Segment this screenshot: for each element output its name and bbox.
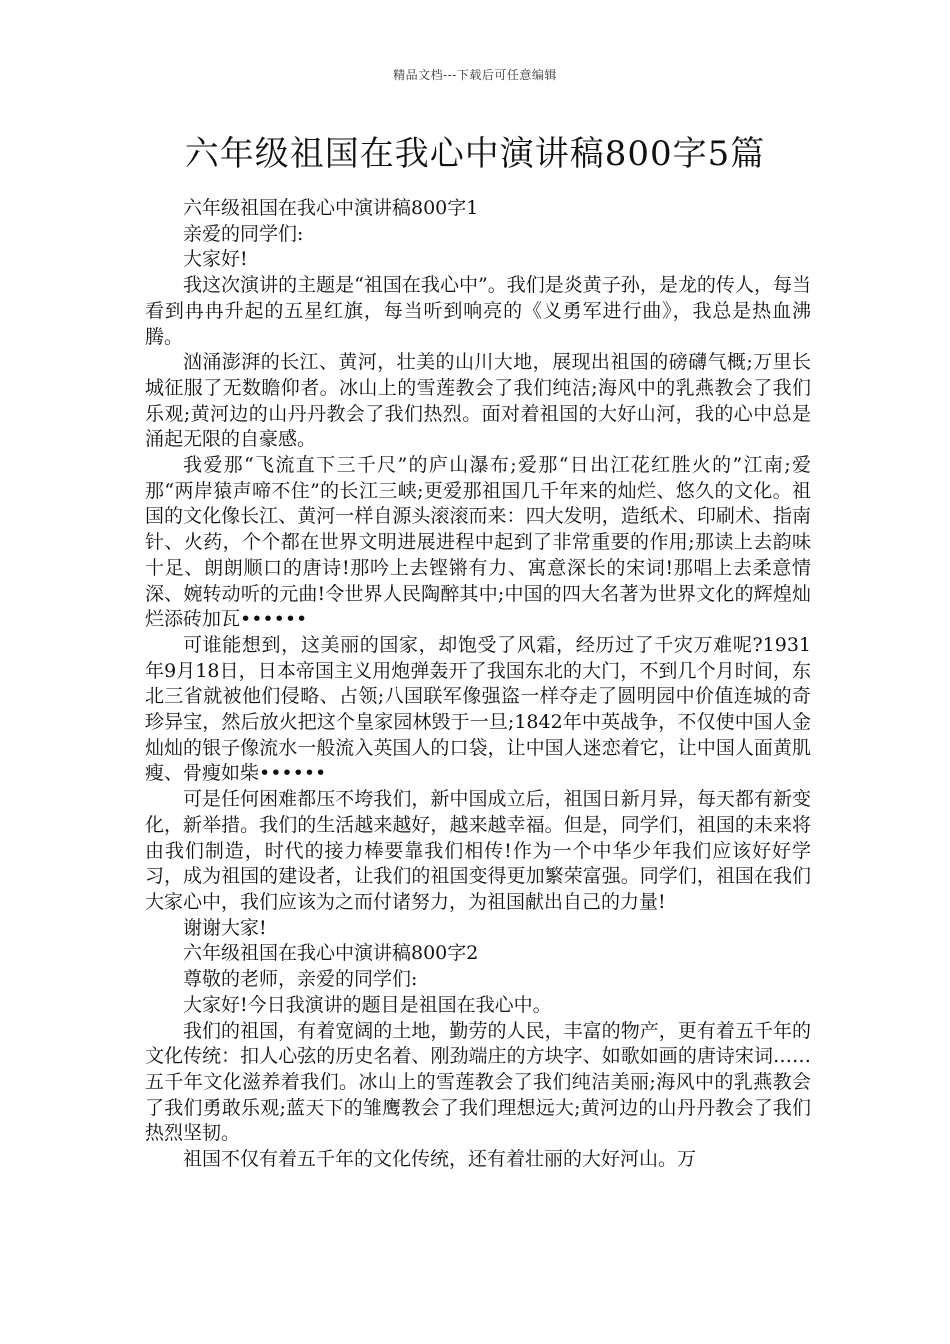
paragraph: 可谁能想到，这美丽的国家，却饱受了风霜，经历过了千灾万难呢?1931年9月18日，日本帝国主义用炮弹轰开了我国东北的大门，不到几个月时间，东北三省就被他们侵略、占领;八国联军像强盗一样夺走了圆明园中价值连城的奇珍异宝，然后放火把这个皇家园林毁于一旦;1842年中英战争，不仅使中国人金灿灿的银子像流水一般流入英国人的口袋，让中国人迷恋着它，让中国人面黄肌瘦、骨瘦如柴•••••• [145,633,811,785]
greeting: 大家好!今日我演讲的题目是祖国在我心中。 [183,993,552,1016]
paragraph: 我们的祖国，有着宽阔的土地，勤劳的人民，丰富的物产，更有着五千年的文化传统：扣人心弦的历史名着、刚劲端庄的方块字、如歌如画的唐诗宋词……五千年文化滋养着我们。冰山上的雪莲教会了我们纯洁美丽;海风中的乳燕教会了我们勇敢乐观;蓝天下的雏鹰教会了我们理想远大;黄河边的山丹丹教会了我们热烈坚韧。 [145,1019,811,1145]
paragraph: 祖国不仅有着五千年的文化传统，还有着壮丽的大好河山。万 [183,1148,697,1171]
salutation: 亲爱的同学们: [183,222,304,245]
section-heading-2: 六年级祖国在我心中演讲稿800字2 [183,942,479,965]
paragraph: 汹涌澎湃的长江、黄河，壮美的山川大地，展现出祖国的磅礴气概;万里长城征服了无数瞻仰者。冰山上的雪莲教会了我们纯洁;海风中的乳燕教会了我们乐观;黄河边的山丹丹教会了我们热烈。面对着祖国的大好山河，我的心中总是涌起无限的自豪感。 [145,351,811,451]
section-heading-1: 六年级祖国在我心中演讲稿800字1 [183,197,479,219]
salutation: 尊敬的老师，亲爱的同学们: [183,968,418,991]
document-title: 六年级祖国在我心中演讲稿800字5篇 [184,134,766,174]
paragraph: 可是任何困难都压不垮我们，新中国成立后，祖国日新月异，每天都有新变化，新举措。我们的生活越来越好，越来越幸福。但是，同学们，祖国的未来将由我们制造，时代的接力棒要靠我们相传!作为一个中华少年我们应该好好学习，成为祖国的建设者，让我们的祖国变得更加繁荣富强。同学们，祖国在我们大家心中，我们应该为之而付诸努力，为祖国献出自己的力量! [145,788,811,913]
page-header: 精品文档---下载后可任意编辑 [393,68,557,82]
paragraph: 我这次演讲的主题是“祖国在我心中”。我们是炎黄子孙，是龙的传人，每当看到冉冉升起的五星红旗，每当听到响亮的《义勇军进行曲》，我总是热血沸腾。 [145,274,811,348]
document-body [145,196,811,1173]
paragraph: 我爱那“飞流直下三千尺”的庐山瀑布;爱那“日出江花红胜火的”江南;爱那“两岸猿声啼不住”的长江三峡;更爱那祖国几千年来的灿烂、悠久的文化。祖国的文化像长江、黄河一样自源头滚滚而来：四大发明，造纸术、印刷术、指南针、火药，个个都在世界文明进展进程中起到了非常重要的作用;那读上去韵味十足、朗朗顺口的唐诗!那吟上去铿锵有力、寓意深长的宋词!那唱上去柔意情深、婉转动听的元曲!令世界人民陶醉其中;中国的四大名著为世界文化的辉煌灿烂添砖加瓦•••••• [145,454,811,631]
greeting: 大家好! [183,248,248,271]
closing: 谢谢大家! [183,916,267,939]
